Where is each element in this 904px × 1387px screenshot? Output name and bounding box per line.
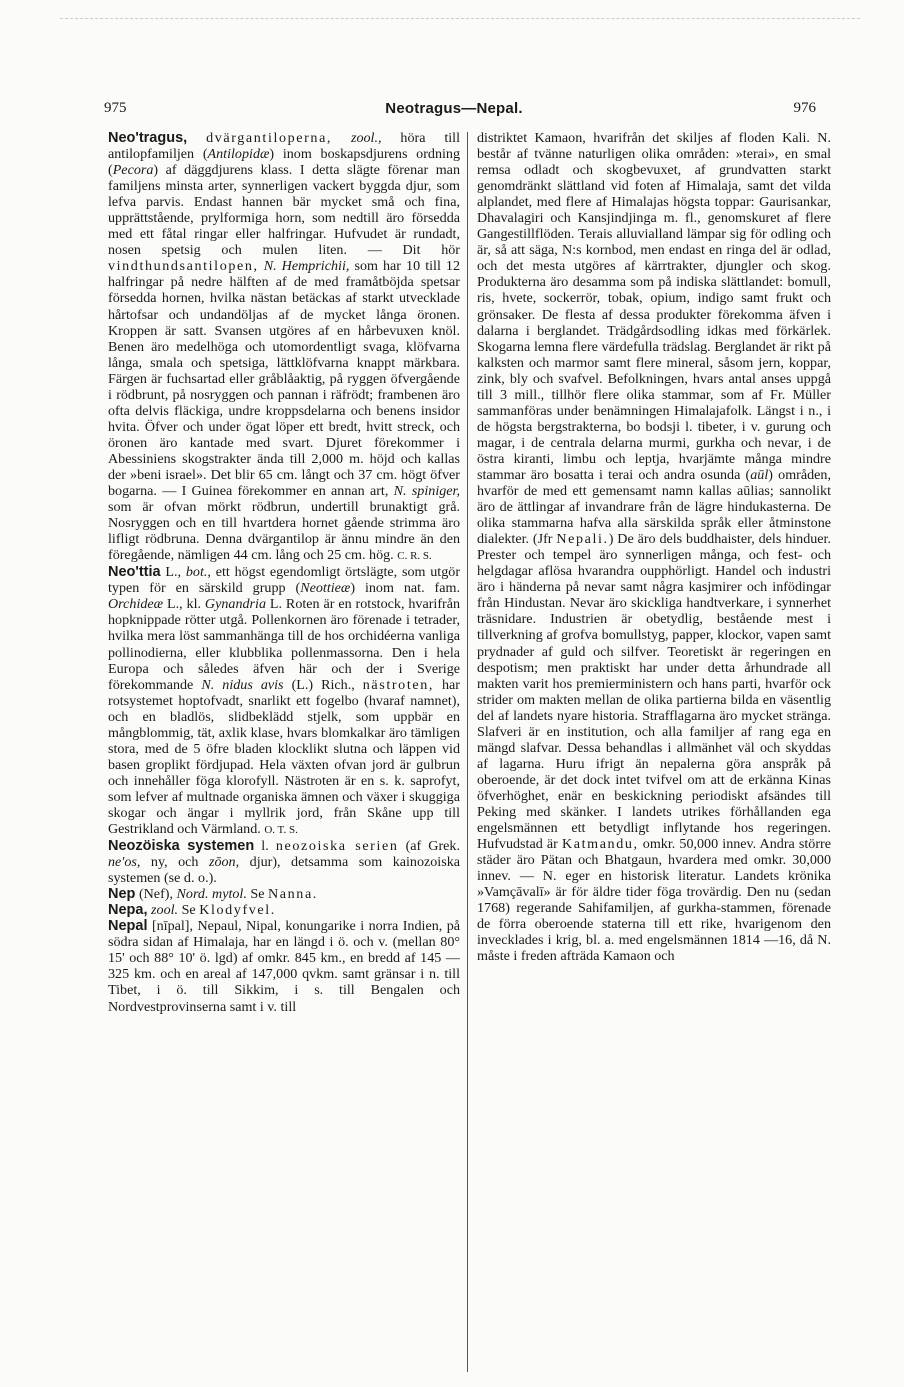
cross-reference: Nanna. [268,886,318,903]
scan-edge-line [60,18,860,19]
entry-neozoiska [108,838,460,886]
entry-text: höra till antilopfamiljen ( [108,130,461,163]
headword: Nepal [108,918,148,935]
entry-text: l. [261,838,269,855]
greek-word: zōon, [208,854,240,871]
headword: Nepa, [108,902,148,919]
entry-text: omkr. 50,000 innev. Andra större städer äro Pätan och Bhatgaun, hvardera med omkr. 30,000 innev. — N. eger en historisk literatur. Landets krönika »Vamçāvalī» är för äldre tider föga trovärdig. Den nu (sedan 1768) regerande Sahifamiljen, af gurkha-stammen, förenade de förra oberoende staterna till ett rike, hvarigenom den invecklades i krig, bl. a. med engelsmännen 1814 —16, då N. måste i freden afträda Kamaon och [477,836,831,965]
entry-text: [nīpal], Nepaul, Nipal, konungarike i norra Indien, på södra sidan af Himalaja, har en längd i ö. och v. (mellan 80° 15' och 88° 10' ö. lgd) af omkr. 845 km., en bredd af 145 —325 km. och en areal af 147,000 qvkm. samt gränsar i n. till Tibet, i ö. till Sikkim, i s. till Bengalen och Nordvestprovinserna samt i v. till [108,918,460,1015]
entry-nepal-continued [477,130,831,964]
entry-text: ) inom boskapsdjurens ordning ( [108,146,460,179]
author-abbr: L., [165,564,182,581]
subject-abbr: zool. [151,902,179,919]
spaced-term: Katmandu, [561,836,639,853]
species-name: N. nidus avis [201,676,284,693]
entry-text: ) De äro dels buddhaister, dels hinduer. Prester och tempel äro synnerligen många, och fest- och helgdagar aflösa hvarandra oupphörligt. Handel och industri äro i händerna på nevar samt några kasjmirer och infödingar från Hindustan. Nevar äro skickliga handtverkare, i synnerhet träsnidare. Industrien är obetydlig, bestående mest i tillverkning af grofva bomullstyg, papper, klockor, vapen samt prydnader af guld och silfver. Teoretiskt är regeringen en despotism; men praktiskt har under detta århundrade all makten varit hos premierministern och hans parti, hvarför ock strider om makten mellan de olika partierna bilda en väsentlig del af landets nyare historia. Strafflagarna äro mycket stränga. Slafveri är en institution, och alla familjer af rang ega en mängd slafvar. Dessa behandlas i allmänhet väl och skyddas af lagarna. Huru ifrigt än nepalerna göra anspråk på oberoende, är det dock intet tvifvel om att de erkänna Kinas öfverhöghet, enär en beskickning periodiskt afsändes till Peking med skänker. I landets utrikes förhållanden ega engelsmännen ett betydligt inflytande hos regeringen. Hufvudstad är [477,531,832,853]
spaced-term: vindthundsantilopen, [108,258,259,275]
greek-word: ne'os, [108,854,141,871]
taxon-name: Antilopidæ [207,146,270,163]
entry-text: ) inom nat. fam. [350,580,460,597]
foreign-term: aūl [750,466,769,483]
right-column [477,130,831,964]
cross-reference: Nepali. [556,531,609,548]
entry-text: Se [181,902,196,919]
gloss: dvärgantiloperna, [206,130,333,146]
entry-text: djur), detsamma som kainozoiska systemen (se d. o.). [108,854,461,887]
entry-neotragus [108,130,460,564]
column-divider [467,132,468,1372]
headword: Nep [108,886,136,903]
taxon-name: Pecora [112,162,154,179]
headword: Neo'ttia [108,564,161,581]
cross-reference: Klodyfvel. [199,902,276,919]
species-name: N. Hemprichii, [263,258,350,275]
entry-text: ny, och [150,854,199,871]
entry-text: har rotsystemet hoptofvadt, snarlikt ett fogelbo (hvaraf namnet), och en bladlös, slidbeklädd stjelk, som uppbär en mångblommig, tät, axlik klase, hvars blomkalkar äro tämligen stora, med de 5 öfre bladen klocklikt slutna och läppen vid basen groplikt fördjupad. Hela växten ofvan jord är gulbrun och innehåller föga klorofyll. Nästroten är en s. k. saprofyt, som lefver af multnade organiska ämnen och växer i skuggiga skogar och ängar i myllrik jord, från Skåne upp till Gestrikland och Värmland. [108,676,460,838]
entry-nepa [108,902,460,918]
entry-neottia [108,564,460,838]
subject-abbr: Nord. mytol. [176,886,247,903]
entry-text: Se [250,886,265,903]
entry-nep [108,886,460,902]
species-name: N. spiniger, [393,483,460,500]
entry-text: ) af däggdjurens klass. I detta slägte förenar man familjens minsta arter, synnerligen vackert byggda djur, som lefva parvis. Endast hannen bär mycket små och fina, upprättstående, prylformiga horn, som nedtill äro försedda med ett fåtal ringar eller halfringar. Hufvudet är rundadt, nosen spetsig och mulen liten. — Dit hör [108,162,460,259]
entry-text: (Nef), [138,886,173,903]
page-number-right: 976 [793,100,816,116]
subject-abbr: bot., [185,564,211,581]
entry-text: som är ofvan mörkt rödbrun, undertill brunaktigt grå. Nosryggen och en till hvartdera hornet gående strimma äro lifligt rödbruna. Denna dvärgantilop är ännu mindre än den föregående, nämligen 44 cm. lång och 25 cm. hög. [108,499,460,564]
headword: Neo'tragus, [108,130,188,146]
author-signature: O. T. S. [264,824,298,837]
entry-nepal [108,918,460,1014]
page-number-left: 975 [104,100,127,116]
taxon-name: Neottieæ [300,580,351,597]
running-head: Neotragus—Nepal. [385,100,523,117]
entry-text: L., kl. [166,596,202,613]
entry-text: ) områden, hvarför de med ett gemensamt namn kallas aūlias; sannolikt äro de ättlingar af invandrare från de lägre hindukasterna. De olika stammarna hafva alla särskilda språk eller åtminstone dialekter. (Jfr [477,466,831,548]
entry-text: ett högst egendomligt örtslägte, som utgör typen för en särskild grupp ( [108,564,461,597]
entry-text: distriktet Kamaon, hvarifrån det skiljes af floden Kali. N. består af tvänne naturligen olika områden: »terai», en smal remsa odladt och skogbevuxet, af grundvatten starkt genomdränkt slättland vid foten af Himalaja, samt det vilda alplandet, med flere af Himalajas högsta toppar: Gaurisankar, Dhavalagiri och Kansjindjinga m. fl., genomskuret af flere Gangestillflöden. Terais alluvialland lämpar sig för odling och är, så att säga, N:s kornbod, men endast en ringa del är odlad, och det mesta utgöres af kärrtrakter, djungler och skog. Produkterna äro desamma som på indiska slättlandet: bomull, ris, hvete, sockerrör, tobak, opium, indigo samt frukt och grönsaker. De flesta af dessa produkter förekomma äfven i dalarna i berglandet. Trädgårdsodling idkas med förkärlek. Skogarna lemna flere värdefulla trädslag. Berglandet är rikt på kalksten och marmor samt flere mineral, såsom jern, koppar, zink, bly och svafvel. Befolkningen, hvars antal anses uppgå till 3 mill., tillhör flere olika stammar, som af Fr. Müller sammanföras under benämningen Himalajafolk. Längst i n., i de högsta bergstrakterna, bo bodsji l. tibeter, i v. gurung och magar, i de centrala delarna murmi, gurkha och nevar, i de östra kiranti, limbu och leptja, hvarjämte många mindre stammar äro bosatta i terai och andra osunda ( [477,130,831,483]
page-header [104,100,816,122]
entry-text: (af Grek. [405,838,460,855]
entry-text: (L.) Rich., [291,676,355,693]
entry-text: som har 10 till 12 halfringar på nedre hälften af de med framåtböjda spetsar försedda hornen, hvilka nästan betäckas af starkt utvecklade hårtofsar och undandöljas af de mycket långa öronen. Kroppen är satt. Svansen utgöres af en hårbevuxen knöl. Benen äro medelhöga och utomordentligt svaga, klöfvarna långa, smala och spetsiga, lättklöfvarna knappt märkbara. Färgen är fuchsartad eller gråblåaktig, på ryggen öfvergående i rödbrunt, på nosryggen och pannan i räfrödt; frambenen äro ofta delvis fläckiga, undre kroppsdelarna och benens insidor hvita. Öfver och under ögat löper ett bredt, hvitt streck, och öronen äro kantade med svart. Djuret förekommer i Abessiniens skogstrakter ända till 2,000 m. höjd och kallas der »beni israel». Det blir 65 cm. långt och 37 cm. högt öfver bogarna. — I Guinea förekommer en annan art, [108,258,461,500]
taxon-name: Gynandria [204,596,266,613]
spaced-term: nästroten, [362,676,434,693]
headword: Neozöiska systemen [108,838,255,855]
author-signature: C. R. S. [397,550,432,563]
subject-abbr: zool., [350,130,382,146]
left-column [108,130,460,1015]
spaced-term: neozoiska serien [275,838,399,855]
taxon-name: Orchideæ [108,596,164,613]
entry-text: L. Roten är en rotstock, hvarifrån hopknippade rötter utgå. Pollenkornen äro förenade i tetrader, hvilka mera löst sammanhänga till de hos orchidéerna vanliga pollinodierna, eller klubblika pollenmassorna. Den i hela Europa och således äfven här och der i Sverige förekommande [108,596,461,693]
